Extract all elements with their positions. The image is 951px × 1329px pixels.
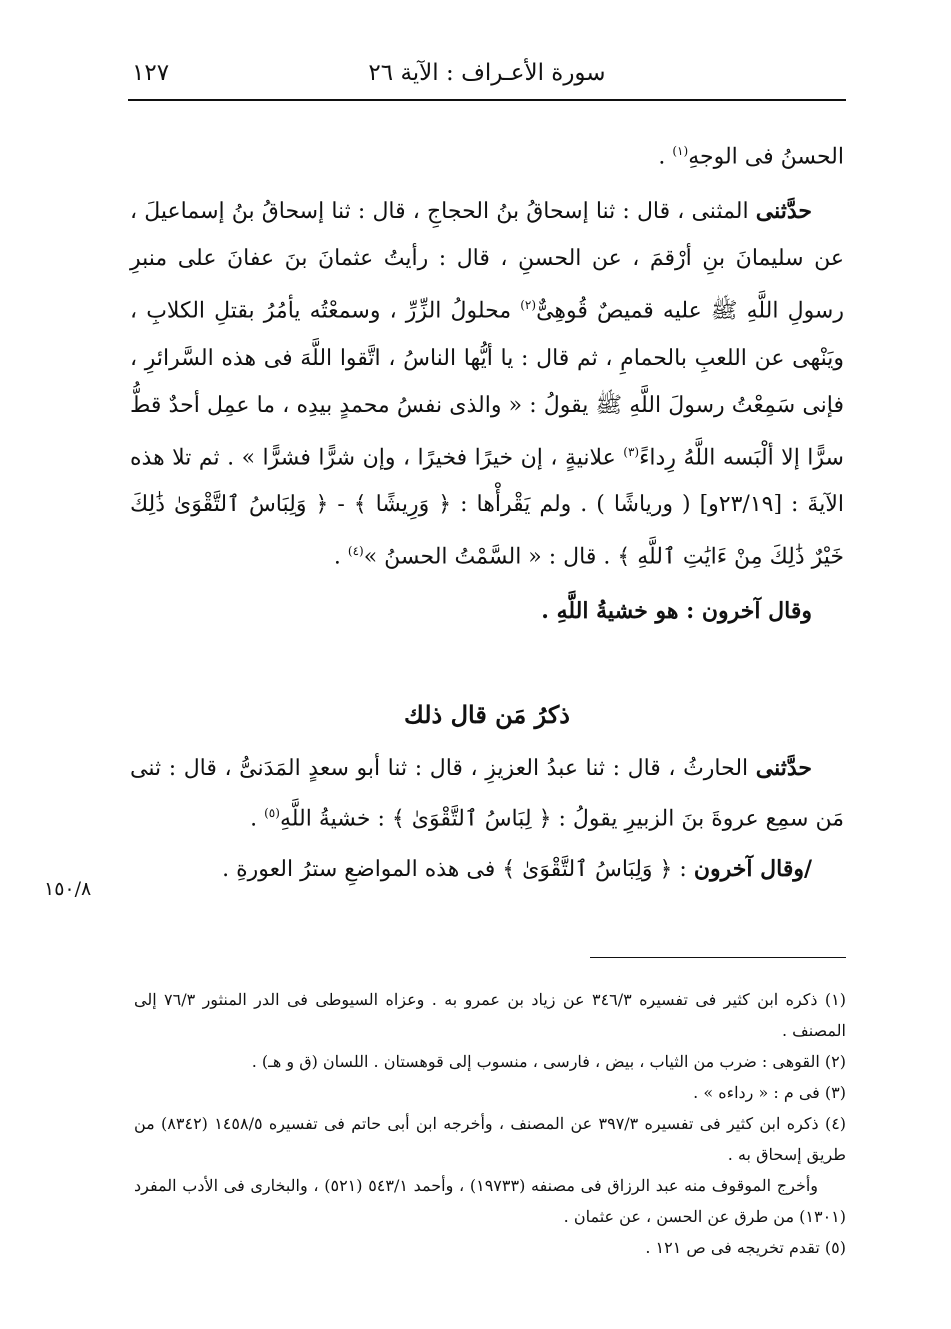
paragraph-3: وقال آخرون : هو خشيةُ اللَّهِ . (541, 598, 812, 625)
page-number: ١٢٧ (132, 60, 170, 86)
footnote-rule (590, 957, 846, 958)
main-text (130, 128, 844, 635)
footnote-ref-5: (٥) (264, 806, 280, 820)
footnote-1: (١) ذكره ابن كثير فى تفسيره ٣٤٦/٣ عن زياد بن عمرو به . وعزاه السيوطى فى الدر المنثور ٧٦/٣ إلى المصنف . (134, 990, 847, 1040)
footnote-ref-2: (٢) (520, 298, 537, 313)
footnote-3: (٣) فى م : « رداءه » . (693, 1083, 846, 1102)
margin-reference: ١٥٠/٨ (44, 878, 92, 900)
main-text-2 (130, 746, 844, 892)
footnote-4: (٤) ذكره ابن كثير فى تفسيره ٣٩٧/٣ عن المصنف ، وأخرجه ابن أبى حاتم فى تفسيره ١٤٥٨/٥ (٨٣٤٢) من طريق إسحاق به . (134, 1114, 847, 1164)
footnote-4-continued: وأخرج الموقوف منه عبد الرزاق فى مصنفه (١٩٧٣٣) ، وأحمد ٥٤٣/١ (٥٢١) ، والبخارى فى الأدب المفرد (١٣٠١) من طرق عن الحسن ، عن عثمان . (134, 1176, 846, 1226)
paragraph-1: الحسنُ فى الوجهِ$^{(١)}$ . (658, 144, 844, 170)
footnote-ref-4: (٤) (347, 543, 364, 558)
footnote-5: (٥) تقدم تخريجه فى ص ١٢١ . (645, 1238, 846, 1257)
header-rule (128, 99, 846, 101)
footnote-ref-3: (٣) (623, 444, 640, 459)
paragraph-2: حدَّثنى المثنى ، قال : ثنا إسحاقُ بنُ الحجاجِ ، قال : ثنا إسحاقُ بنُ إسماعيلَ ، عن سليمانَ بنِ أرْقمَ ، عن الحسنِ ، قال : رأيتُ عثمانَ بنَ عفانَ على منبرِ رسولِ اللَّهِ ﷺ عليه قميصٌ قُوهِىٌّ$^{(٢)}$ محلولُ الزِّرِّ ، وسمعْتُه يأمُرُ بقتلِ الكلابِ ، ويَنْهى عن اللعبِ بالحمامِ ، ثم قال : يا أيُّها الناسُ ، اتَّقوا اللَّهَ فى هذه السَّرائرِ ، فإنى سَمِعْتُ رسولَ اللَّهِ ﷺ يقولُ : « والذى نفسُ محمدٍ بيدِه ، ما عمِل أحدٌ قطُّ سرًّا إلا ألْبَسه اللَّهُ رِداءً$^{(٣)}$ علانيةٍ ، إن خيرًا فخيرًا ، وإن شرًّا فشرًّا » . ثم تلا هذه الآيةَ : [٢٣/١٩و] ( ورياشًا ) . ولم يَقْرأْها : ﴿ وَرِيشًا ﴾ - ﴿ وَلِبَاسُ ٱلتَّقْوَىٰ ذَٰلِكَ خَيْرٌ ذَٰلِكَ مِنْ ءَايَٰتِ ٱللَّهِ ﴾ . قال : « السَّمْتُ الحسنُ »$^{(٤)}$ . (130, 198, 844, 570)
footnote-2: (٢) القوهى : ضرب من الثياب ، بيض ، فارسى ، منسوب إلى قوهستان . اللسان (ق و هـ) . (251, 1052, 846, 1071)
section-heading: ذكرُ مَن قال ذلك (404, 700, 570, 729)
paragraph-4: حدَّثنى الحارثُ ، قال : ثنا عبدُ العزيزِ ، قال : ثنا أبو سعدٍ المَدَنىُّ ، قال : ثنى مَن سمِع عروةَ بنَ الزبيرِ يقولُ : ﴿ لِبَاسُ ٱلتَّقْوَىٰ ﴾ : خشيةُ اللَّهِ$^{(٥)}$ . (130, 755, 844, 832)
paragraph-5: /وقال آخرون : ﴿ وَلِبَاسُ ٱلتَّقْوَىٰ ﴾ فى هذه المواضعِ سترُ العورةِ . (222, 856, 812, 883)
footnotes (134, 984, 846, 1263)
header-title: سورة الأعـراف : الآية ٢٦ (368, 60, 606, 86)
running-header (128, 56, 846, 96)
footnote-ref-1: (١) (672, 144, 689, 158)
